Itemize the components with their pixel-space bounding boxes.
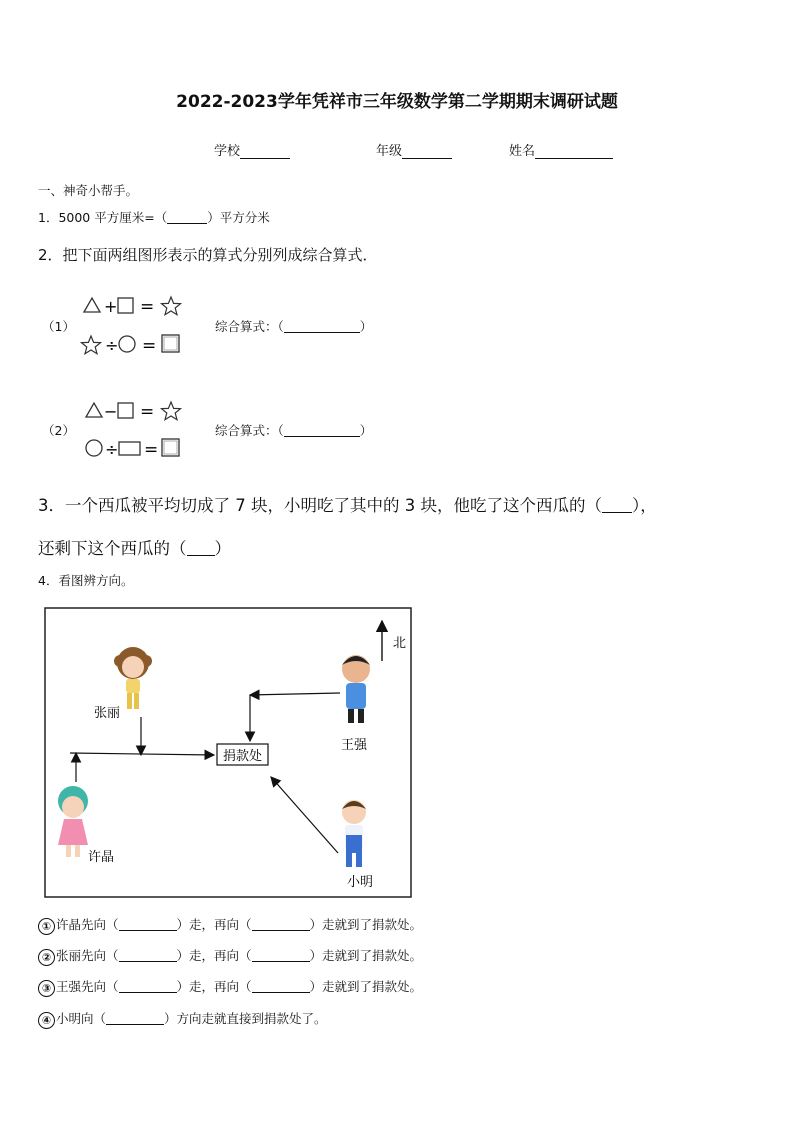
q4-line-2-number: ② <box>38 949 55 966</box>
xujing-label: 许晶 <box>88 850 115 865</box>
page-title: 2022-2023学年凭祥市三年级数学第二学期期末调研试题 <box>176 92 618 112</box>
school-field <box>214 140 290 159</box>
north-label: 北 <box>393 636 407 651</box>
triangle-icon <box>84 298 100 312</box>
group-1-label: （1） <box>42 319 75 334</box>
q3-text-d: ） <box>214 539 231 558</box>
q4-line-1-blank-1[interactable] <box>119 917 177 931</box>
school-label: 学校 <box>214 144 241 159</box>
wangqiang-label: 王强 <box>341 738 368 753</box>
q4-line-4-blank-1[interactable] <box>106 1011 164 1025</box>
equals-sign: = <box>140 297 155 317</box>
q1-text-b: ）平方分米 <box>207 210 270 225</box>
question-1 <box>38 208 270 226</box>
name-label: 姓名 <box>509 144 536 159</box>
q4-line-1-text-b: ）走，再向（ <box>176 917 252 932</box>
formula-label: 综合算式：（ <box>215 319 284 334</box>
q4-line-1-text-a: 许晶先向（ <box>56 917 119 932</box>
q4-line-1-number: ① <box>38 918 55 935</box>
name-blank[interactable] <box>535 144 613 159</box>
q4-line-3-text-b: ）走，再向（ <box>176 979 252 994</box>
question-2: 2．把下面两组图形表示的算式分别列成综合算式． <box>38 246 378 264</box>
q4-line-2-text-a: 张丽先向（ <box>56 948 119 963</box>
q1-number: 1． <box>38 210 59 225</box>
formula-close: ） <box>359 319 373 334</box>
star-icon <box>162 402 181 420</box>
name-field <box>509 140 613 159</box>
triangle-icon <box>86 403 102 417</box>
divide-sign: ÷ <box>105 440 119 459</box>
q4-line-3-number: ③ <box>38 980 55 997</box>
circle-icon <box>86 440 102 456</box>
xiaoming-label: 小明 <box>347 875 374 890</box>
q4-line-3-blank-1[interactable] <box>119 979 177 993</box>
zhangli-label: 张丽 <box>94 706 121 721</box>
equals-sign: = <box>144 440 159 460</box>
q1-answer-blank[interactable] <box>167 210 207 224</box>
square-icon <box>118 298 133 313</box>
group-1-answer-blank[interactable] <box>284 319 360 333</box>
q4-line-1-blank-2[interactable] <box>252 917 310 931</box>
school-blank[interactable] <box>240 144 290 159</box>
grade-label: 年级 <box>376 144 403 159</box>
grade-blank[interactable] <box>402 144 452 159</box>
q3-answer-blank-2[interactable] <box>187 542 215 556</box>
question-4: 4．看图辨方向。 <box>38 573 134 588</box>
q3-answer-blank-1[interactable] <box>602 499 632 513</box>
donation-label: 捐款处 <box>222 749 263 764</box>
circle-icon <box>119 336 135 352</box>
group-2-shapes <box>80 395 190 463</box>
q4-line-3 <box>38 977 422 997</box>
q4-line-3-blank-2[interactable] <box>252 979 310 993</box>
equals-sign: = <box>140 402 155 422</box>
equals-sign: = <box>142 336 157 356</box>
q1-text-a: 5000 平方厘米=（ <box>58 210 168 225</box>
plus-sign: + <box>104 297 118 316</box>
q4-line-2-text-c: ）走就到了捐款处。 <box>309 948 423 963</box>
q4-line-3-text-a: 王强先向（ <box>56 979 119 994</box>
question-3-line-2 <box>38 535 231 559</box>
section-heading: 一、神奇小帮手。 <box>38 183 139 198</box>
q3-text-a: 3．一个西瓜被平均切成了 7 块，小明吃了其中的 3 块，他吃了这个西瓜的（ <box>38 496 602 515</box>
q4-line-4-text-a: 小明向（ <box>56 1011 107 1026</box>
direction-map <box>42 605 414 900</box>
q4-line-2 <box>38 946 422 966</box>
group-1-formula <box>215 317 372 335</box>
q4-line-4-number: ④ <box>38 1012 55 1029</box>
group-2-label: （2） <box>42 423 75 438</box>
square-icon <box>162 335 179 352</box>
divide-sign: ÷ <box>105 336 119 355</box>
minus-sign: − <box>104 402 118 421</box>
star-icon <box>82 336 101 354</box>
q4-line-4 <box>38 1009 327 1029</box>
q3-text-c: 还剩下这个西瓜的（ <box>38 539 187 558</box>
formula-close: ） <box>359 423 373 438</box>
q3-text-b: ）， <box>631 496 657 515</box>
formula-label: 综合算式：（ <box>215 423 284 438</box>
q4-line-2-text-b: ）走，再向（ <box>176 948 252 963</box>
square-icon <box>162 439 179 456</box>
q4-line-2-blank-1[interactable] <box>119 948 177 962</box>
group-2-formula <box>215 421 372 439</box>
q4-line-3-text-c: ）走就到了捐款处。 <box>309 979 423 994</box>
group-2-answer-blank[interactable] <box>284 423 360 437</box>
q4-line-4-text-b: ）方向走就直接到捐款处了。 <box>164 1011 327 1026</box>
grade-field <box>376 140 452 159</box>
question-3-line-1 <box>38 492 657 516</box>
group-1-shapes <box>80 290 190 358</box>
square-icon <box>118 403 133 418</box>
rectangle-icon <box>119 442 140 455</box>
q4-line-1-text-c: ）走就到了捐款处。 <box>309 917 423 932</box>
q4-line-2-blank-2[interactable] <box>252 948 310 962</box>
star-icon <box>162 297 181 315</box>
q4-line-1 <box>38 915 422 935</box>
